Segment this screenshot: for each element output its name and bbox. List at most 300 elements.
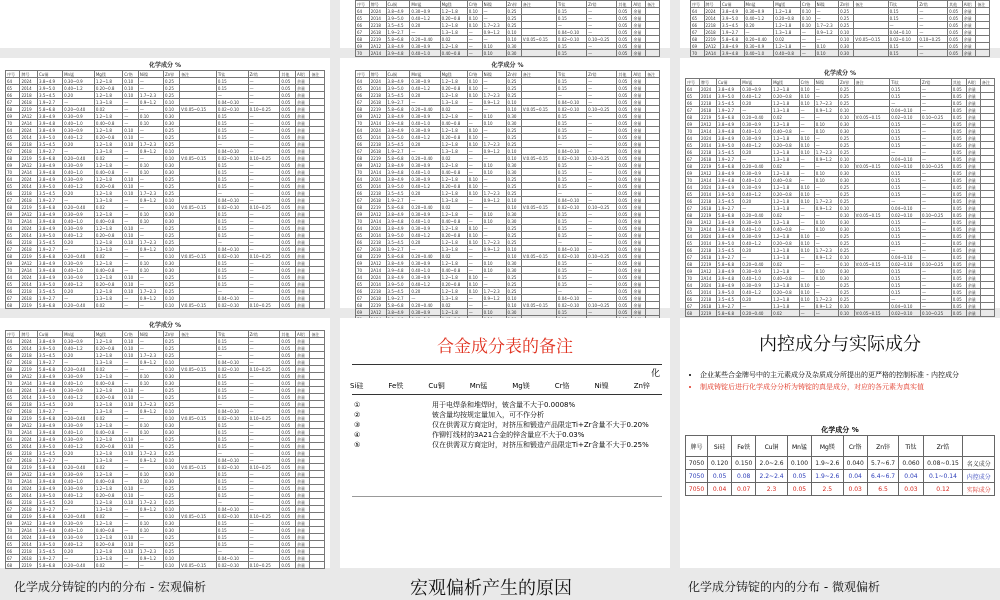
note-number: ① [354,401,361,409]
table-cell: 0.05 [280,141,296,148]
table-cell: 0.05 [280,541,296,548]
table-cell: 0.02 [440,36,467,43]
table-cell [310,148,325,155]
table-cell: 2219 [369,204,386,211]
table-cell: 0.04~0.10 [216,555,248,562]
table-cell: — [248,443,280,450]
table-cell: 0.20~0.40 [410,302,440,309]
table-cell [854,275,890,282]
table-cell: 0.10 [799,240,814,247]
table-cell: 65 [686,240,700,247]
table-cell: 0.04~0.10 [216,246,248,253]
table-cell: 0.04~0.10 [216,359,248,366]
table-cell: 0.05 [951,121,966,128]
table-cell: 2218 [369,22,386,29]
column-header: Mn锰 [410,1,440,8]
table-cell: 0.10~0.25 [920,114,951,121]
table-cell: 2618 [20,408,38,415]
control-column-header: Mn锰 [787,436,811,457]
table-cell [646,36,660,43]
table-cell: 67 [6,197,20,204]
table-cell: 余量 [295,197,309,204]
table-cell: 0.05 [617,288,632,295]
table-row [6,408,325,415]
table-cell: 2014 [20,443,38,450]
table-cell: 0.05 [280,443,296,450]
table-cell: 0.10 [467,190,482,197]
table-row [356,197,660,204]
table-cell: 70 [356,218,370,225]
table-cell: 0.05 [280,176,296,183]
table-cell: — [920,226,951,233]
table-cell [310,141,325,148]
table-cell: 0.30~0.9 [410,260,440,267]
table-cell: — [248,127,280,134]
table-cell: 3.8~4.9 [38,274,63,281]
table-cell: 1.3~1.8 [440,29,467,36]
table-cell: 70 [6,218,20,225]
table-row [686,184,995,191]
table-cell: 1.2~1.8 [440,239,467,246]
table-cell: 1.2~1.8 [772,268,800,275]
table-cell: — [799,205,814,212]
table-row [686,303,995,310]
table-cell: — [248,345,280,352]
table-cell: 0.15 [216,429,248,436]
table-cell: 0.05 [280,401,296,408]
table-cell: 2218 [369,288,386,295]
table-cell: 1.2~1.8 [772,184,800,191]
table-row [686,149,995,156]
table-cell: 0.10 [467,141,482,148]
table-cell: 0.04~0.10 [216,197,248,204]
table-cell: — [248,211,280,218]
table-cell [310,253,325,260]
table-cell: 0.05 [617,281,632,288]
table-cell: 0.05 [280,288,296,295]
table-cell: — [920,247,951,254]
table-cell: 0.40~0.8 [94,478,122,485]
table-cell [980,303,994,310]
table-cell [854,191,890,198]
table-cell: — [63,408,95,415]
table-row [6,211,325,218]
table-cell: 0.30~0.9 [63,127,95,134]
notes-column-header: Mg镁 [512,382,530,390]
column-header: 备注 [521,1,556,8]
table-cell: 0.30 [163,422,179,429]
table-cell: — [814,114,838,121]
table-cell: 5.8~6.8 [717,163,741,170]
table-cell: — [63,555,95,562]
note-text: 用于电焊条和堆焊时，铍含量不大于0.0008% [432,401,576,409]
table-cell: — [587,92,617,99]
table-cell: 0.10 [482,309,506,316]
table-cell: 0.05 [280,295,296,302]
table-cell: 0.20~0.8 [772,289,800,296]
table-cell: — [138,485,163,492]
table-cell: 0.10 [138,429,163,436]
table-row [691,43,990,50]
table-cell: 余量 [632,43,646,50]
table-cell: 0.15 [216,134,248,141]
table-cell: 0.05 [617,106,632,113]
table-cell [854,43,888,50]
slide-mid-right[interactable] [680,58,1000,316]
table-cell: — [920,233,951,240]
table-cell: 余量 [632,274,646,281]
table-cell: 0.9~1.2 [815,29,839,36]
table-row [6,288,325,295]
table-cell: 0.40~0.8 [440,267,467,274]
column-header: Ti钛 [216,71,248,78]
table-cell: 2A14 [20,120,38,127]
table-cell: 余量 [632,106,646,113]
column-header: Mn锰 [63,71,95,78]
table-cell [646,183,660,190]
table-cell: 0.10 [814,121,838,128]
table-cell: 0.40~1.0 [741,275,772,282]
table-cell: 2A12 [369,162,386,169]
table-cell: 1.2~1.8 [94,288,122,295]
table-cell: 0.04~0.10 [556,197,586,204]
table-cell: 0.15 [556,134,586,141]
table-cell [310,492,325,499]
table-cell: 0.20~0.8 [774,15,801,22]
table-cell: 0.04~0.10 [556,295,586,302]
table-cell: 0.20~0.8 [94,541,122,548]
table-cell: 1.2~1.8 [772,233,800,240]
table-cell: 0.9~1.2 [814,254,838,261]
table-cell: 0.02 [772,310,800,317]
table-cell: 0.30 [839,50,854,57]
table-cell: 0.40~1.2 [63,134,95,141]
table-cell: 2024 [369,78,386,85]
table-cell: 3.8~4.9 [38,471,63,478]
table-cell [854,226,890,233]
slide-mid-left[interactable] [0,58,330,308]
table-cell: — [467,43,482,50]
table-cell: 3.8~4.9 [38,422,63,429]
table-cell: 0.10 [839,205,855,212]
table-cell: 余量 [966,282,980,289]
table-cell: 3.8~4.9 [386,43,410,50]
table-cell: 3.9~4.8 [386,120,410,127]
table-cell [310,218,325,225]
table-cell: 0.20 [410,92,440,99]
table-cell: 0.10~0.25 [920,261,951,268]
table-cell: 0.05 [951,163,966,170]
table-cell: 0.20~0.40 [63,155,95,162]
table-cell: 3.8~4.9 [38,225,63,232]
table-cell [180,478,217,485]
table-cell: 0.40~0.8 [94,169,122,176]
slide-mid-center[interactable] [340,58,670,315]
table-cell: 5.8~6.8 [38,253,63,260]
table-cell: 70 [356,169,370,176]
table-cell: 0.25 [506,190,521,197]
table-cell: 0.20 [410,190,440,197]
table-cell: 0.25 [163,239,179,246]
table-cell: — [814,282,838,289]
table-cell: 0.10~0.25 [248,302,280,309]
table-row [6,260,325,267]
table-cell: — [467,106,482,113]
table-cell: 0.05 [617,148,632,155]
table-cell: 1.7~2.3 [138,92,163,99]
table-cell: 0.05 [617,92,632,99]
table-cell: 70 [6,429,20,436]
control-column-header: Cu铜 [756,436,788,457]
table-cell: 2024 [20,274,38,281]
table-cell: — [216,450,248,457]
table-cell: 65 [356,134,370,141]
table-cell [854,296,890,303]
control-composition-table [685,435,995,496]
table-cell: 3.9~5.0 [38,541,63,548]
table-cell: 2014 [700,240,717,247]
table-cell: 余量 [295,387,309,394]
table-cell: 67 [356,29,370,36]
note-row [350,430,653,440]
table-cell: 余量 [295,176,309,183]
table-cell: 0.10 [839,261,855,268]
table-cell: 0.30 [506,162,521,169]
table-cell: 0.15 [216,232,248,239]
table-row [6,492,325,499]
table-row [6,457,325,464]
table-cell: 3.8~4.9 [38,176,63,183]
table-cell [521,43,556,50]
table-cell: 66 [6,141,20,148]
table-cell: 0.30 [163,520,179,527]
table-cell: — [138,436,163,443]
column-header: Cu铜 [386,1,410,8]
table-cell: — [123,464,139,471]
table-cell: — [138,302,163,309]
table-row [686,275,995,282]
table-cell: 0.15 [890,191,921,198]
table-cell: 1.2~1.8 [774,22,801,29]
table-row [356,309,660,316]
table-cell: 65 [6,345,20,352]
table-cell: 2219 [20,464,38,471]
table-cell: — [920,93,951,100]
table-cell [646,8,660,15]
table-cell: — [248,141,280,148]
column-header: Cu铜 [717,79,741,86]
table-cell: 0.30 [839,170,855,177]
table-row [356,295,660,302]
table-cell: — [799,275,814,282]
table-cell: 0.05 [280,204,296,211]
table-cell: 0.10 [467,92,482,99]
table-cell: 0.02 [440,302,467,309]
table-cell: 余量 [295,211,309,218]
table-cell: — [248,506,280,513]
table-cell: 0.05 [617,99,632,106]
table-cell: — [138,127,163,134]
table-cell: 0.25 [506,239,521,246]
table-cell: 0.05 [951,170,966,177]
table-cell [976,29,990,36]
table-cell: 1.7~2.3 [482,92,506,99]
table-cell: 余量 [966,226,980,233]
table-cell: 69 [686,170,700,177]
table-cell: 0.10 [467,134,482,141]
table-cell: — [467,267,482,274]
table-cell: 0.10 [839,310,855,317]
table-cell: 0.10 [799,142,814,149]
slide-top-right[interactable] [680,0,1000,56]
table-cell: 0.10 [799,198,814,205]
column-header: 牌号 [700,79,717,86]
table-cell [646,127,660,134]
table-cell [521,295,556,302]
table-row [686,226,995,233]
column-header: Zr锆 [587,71,617,78]
table-cell [980,128,994,135]
table-cell: 0.05 [617,232,632,239]
table-cell: 0.15 [216,225,248,232]
table-cell: 0.10 [123,78,139,85]
table-row [6,562,325,569]
table-cell: 0.05 [280,422,296,429]
table-cell: 0.30 [506,309,521,316]
table-cell: 余量 [295,246,309,253]
table-cell: 余量 [295,359,309,366]
table-cell [854,29,888,36]
table-cell: 0.30 [506,113,521,120]
slide-notes[interactable] [340,318,670,568]
table-cell: — [248,281,280,288]
table-row [6,429,325,436]
table-cell: 1.3~1.8 [772,303,800,310]
table-cell: V:0.05~0.15 [521,302,556,309]
slide-control-composition[interactable] [680,318,1000,568]
table-cell: 1.7~2.3 [482,190,506,197]
table-cell: 0.15 [216,113,248,120]
table-cell: — [814,212,838,219]
table-cell: — [815,15,839,22]
table-cell: 2024 [20,78,38,85]
column-header: Zn锌 [163,71,179,78]
table-cell: 1.7~2.3 [814,198,838,205]
table-cell: 3.9~5.0 [38,232,63,239]
table-cell: 0.10 [506,29,521,36]
table-cell: 0.15 [216,183,248,190]
table-cell: — [467,148,482,155]
table-cell: 2218 [700,296,717,303]
table-cell: 0.20~0.40 [741,163,772,170]
table-row [356,155,660,162]
table-cell: 3.9~5.0 [386,85,410,92]
table-cell: — [248,232,280,239]
table-cell: 0.15 [216,534,248,541]
table-cell: 0.25 [163,232,179,239]
table-cell: 0.10 [482,43,506,50]
table-cell: 68 [6,513,20,520]
table-row [356,288,660,295]
table-cell: 0.25 [163,450,179,457]
table-cell: 0.10 [138,113,163,120]
table-row [691,50,990,57]
table-cell [180,499,217,506]
table-cell: 69 [356,211,370,218]
table-cell: 0.05 [280,394,296,401]
table-cell: 67 [686,107,700,114]
table-cell: 0.40~1.0 [63,527,95,534]
table-cell: 0.20~0.40 [741,114,772,121]
table-cell: 2024 [20,534,38,541]
table-cell [310,394,325,401]
table-cell: 2219 [20,204,38,211]
table-cell: V:0.05~0.15 [180,562,217,569]
slide-top-center[interactable] [340,0,670,56]
table-cell: 1.9~2.7 [38,555,63,562]
table-cell: 0.05 [617,274,632,281]
table-cell: 0.10~0.25 [248,253,280,260]
table-cell: — [123,253,139,260]
table-cell: 64 [691,8,705,15]
table-cell: 0.25 [839,100,855,107]
table-cell: 0.30~0.9 [741,135,772,142]
table-cell: 64 [356,78,370,85]
table-cell: 余量 [295,106,309,113]
table-cell: 1.3~1.8 [440,197,467,204]
table-cell: 0.40~1.2 [741,142,772,149]
table-cell: 66 [6,352,20,359]
column-header: Ni镍 [482,1,506,8]
table-cell: 0.15 [216,78,248,85]
slide-top-left[interactable] [0,0,330,48]
table-cell: 0.9~1.2 [138,359,163,366]
table-cell: 0.10 [123,499,139,506]
table-cell: 1.2~1.8 [94,450,122,457]
table-cell: 2024 [369,8,386,15]
table-cell: 余量 [295,141,309,148]
table-cell: 余量 [966,261,980,268]
table-cell [646,29,660,36]
table-cell: 66 [6,450,20,457]
table-cell: 0.40~1.0 [410,120,440,127]
table-cell: 3.5~4.5 [38,288,63,295]
table-cell: 0.10~0.25 [248,415,280,422]
table-cell: 64 [6,127,20,134]
table-cell: 67 [356,197,370,204]
notes-header-row [350,381,650,391]
table-cell: V:0.05~0.15 [180,204,217,211]
table-cell: 1.7~2.3 [814,100,838,107]
table-cell: 0.10 [839,36,854,43]
table-cell: 68 [686,163,700,170]
table-cell: — [587,8,617,15]
table-cell: 0.20~0.8 [440,183,467,190]
table-cell: — [482,106,506,113]
table-cell: — [587,43,617,50]
column-header: Mg镁 [94,71,122,78]
table-cell: 64 [686,184,700,191]
table-cell: — [920,198,951,205]
table-cell: 0.15 [216,443,248,450]
control-cell: 0.1~0.14 [923,470,963,483]
table-cell: 0.30~0.9 [741,233,772,240]
table-cell: 0.10~0.25 [920,163,951,170]
table-cell: 余量 [295,513,309,520]
table-cell: — [587,232,617,239]
slide-bottom-left[interactable] [0,318,330,568]
column-header: 序号 [356,1,370,8]
